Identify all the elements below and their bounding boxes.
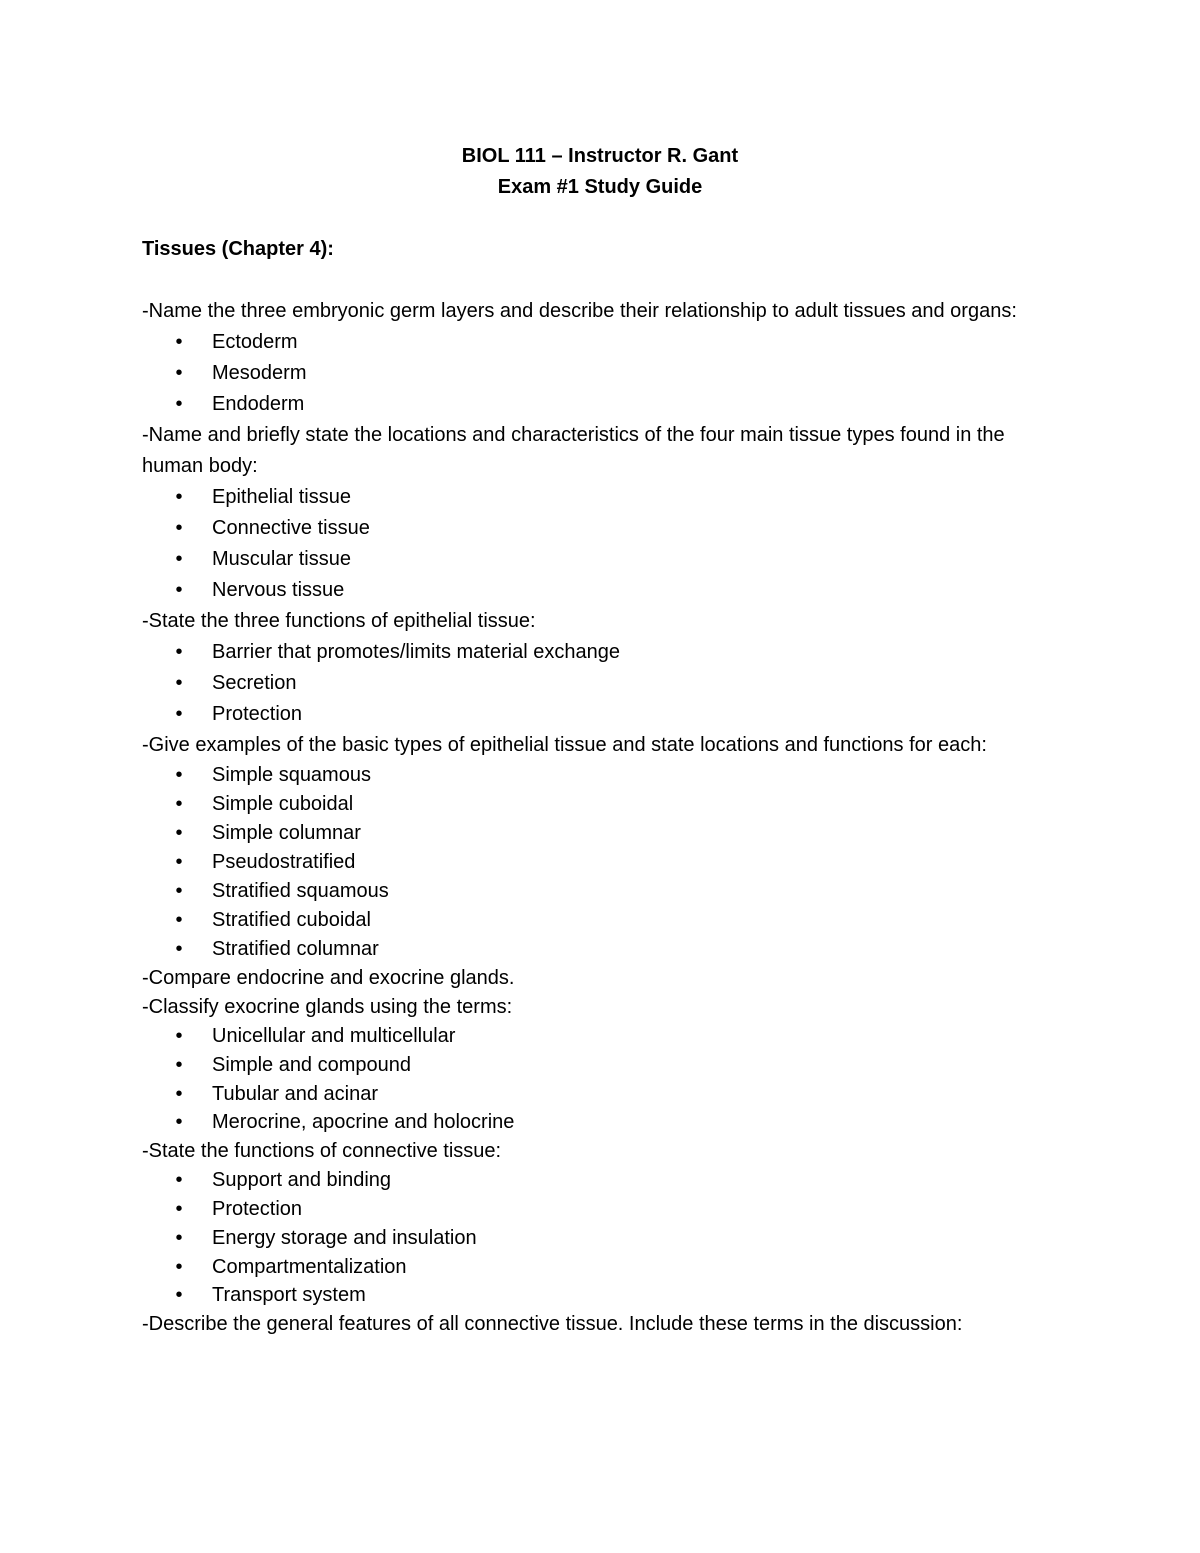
bullet-icon: • [175, 1053, 183, 1076]
bullet-icon: • [175, 1169, 183, 1192]
list-item: • Unicellular and multicellular [142, 1022, 1042, 1051]
list-item: • Pseudostratified [142, 848, 1042, 877]
list-item: • Simple columnar [142, 819, 1042, 848]
list-item: • Connective tissue [142, 513, 1042, 544]
bullet-icon: • [175, 672, 183, 694]
bullet-icon: • [175, 938, 183, 960]
bullet-icon: • [175, 851, 183, 873]
question-germ-layers: -Name the three embryonic germ layers and describe their relationship to adult tissues and organs: [142, 300, 1017, 322]
list-item: • Nervous tissue [142, 575, 1042, 606]
bullet-icon: • [175, 517, 183, 539]
list-epithelial-functions [142, 637, 1042, 730]
question-tissue-types: -Name and briefly state the locations and characteristics of the four main tissue types found in the human body: [142, 424, 1005, 477]
document-title: Exam #1 Study Guide [497, 176, 703, 198]
question-epithelial-functions: -State the three functions of epithelial tissue: [142, 610, 536, 632]
list-item: • Merocrine, apocrine and holocrine [142, 1108, 1042, 1137]
bullet-icon: • [175, 703, 183, 725]
list-connective-functions [142, 1166, 1042, 1310]
bullet-icon: • [175, 793, 183, 815]
list-item: • Mesoderm [142, 358, 1042, 389]
section-title: Tissues (Chapter 4): [142, 238, 334, 260]
list-exocrine-terms [142, 1022, 1042, 1137]
bullet-icon: • [175, 1025, 183, 1047]
list-item: • Stratified columnar [142, 935, 1042, 964]
course-header: BIOL 111 – Instructor R. Gant [461, 145, 739, 167]
bullet-icon: • [175, 1255, 183, 1278]
list-item: • Stratified squamous [142, 877, 1042, 906]
bullet-icon: • [175, 822, 183, 844]
list-germ-layers [142, 327, 1042, 420]
bullet-icon: • [175, 1226, 183, 1249]
list-item: • Energy storage and insulation [142, 1224, 1042, 1253]
bullet-icon: • [175, 393, 183, 415]
list-item: • Ectoderm [142, 327, 1042, 358]
bullet-icon: • [175, 548, 183, 570]
question-epithelial-types: -Give examples of the basic types of epithelial tissue and state locations and functions for each: [142, 734, 987, 756]
list-item: • Muscular tissue [142, 544, 1042, 575]
bullet-icon: • [175, 579, 183, 601]
list-item: • Support and binding [142, 1166, 1042, 1195]
list-item: • Epithelial tissue [142, 482, 1042, 513]
bullet-icon: • [175, 1284, 183, 1307]
list-item: • Simple cuboidal [142, 790, 1042, 819]
list-item: • Simple squamous [142, 761, 1042, 790]
list-epithelial-types [142, 761, 1042, 964]
list-item: • Simple and compound [142, 1051, 1042, 1080]
bullet-icon: • [175, 641, 183, 663]
list-tissue-types [142, 482, 1042, 606]
list-item: • Transport system [142, 1281, 1042, 1310]
bullet-icon: • [175, 486, 183, 508]
question-connective-functions: -State the functions of connective tissue: [142, 1140, 502, 1163]
bullet-icon: • [175, 880, 183, 902]
list-item: • Compartmentalization [142, 1253, 1042, 1282]
question-connective-features: -Describe the general features of all connective tissue. Include these terms in the discussion: [142, 1313, 963, 1336]
question-exocrine-classify: -Classify exocrine glands using the terms: [142, 996, 513, 1018]
bullet-icon: • [175, 909, 183, 931]
document-body [142, 234, 1042, 1339]
list-item: • Protection [142, 699, 1042, 730]
list-item: • Stratified cuboidal [142, 906, 1042, 935]
question-glands-compare: -Compare endocrine and exocrine glands. [142, 967, 515, 989]
list-item: • Barrier that promotes/limits material exchange [142, 637, 1042, 668]
bullet-icon: • [175, 331, 183, 353]
bullet-icon: • [175, 1197, 183, 1220]
list-item: • Endoderm [142, 389, 1042, 420]
list-item: • Secretion [142, 668, 1042, 699]
list-item: • Protection [142, 1195, 1042, 1224]
bullet-icon: • [175, 1082, 183, 1105]
list-item: • Tubular and acinar [142, 1080, 1042, 1109]
bullet-icon: • [175, 1111, 183, 1134]
bullet-icon: • [175, 764, 183, 786]
bullet-icon: • [175, 362, 183, 384]
